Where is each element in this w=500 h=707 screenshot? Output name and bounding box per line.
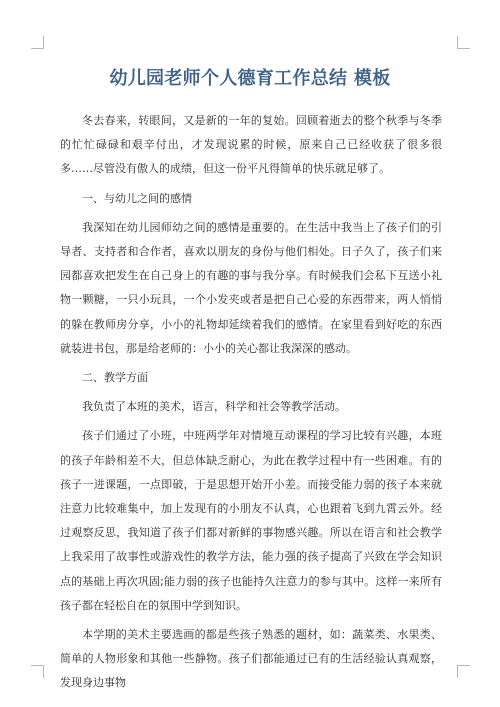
crop-mark-bottom-right <box>457 665 470 678</box>
crop-mark-bottom-left <box>31 665 44 678</box>
section-heading-1: 一、与幼儿之间的感情 <box>82 191 192 205</box>
document-body <box>60 109 442 696</box>
intro-paragraph: 冬去春来，转眼间，又是新的一年的复始。回顾着逝去的整个秋季与冬季的忙忙碌碌和艰辛付出，才发现说累的时候，原来自己已经收获了很多很多……尽管没有傲人的成绩，但这一份平凡得简单的快乐就足够了。 <box>60 114 442 176</box>
crop-mark-top-right <box>457 36 470 49</box>
section-2-paragraph-2: 孩子们通过了小班，中班两学年对情境互动课程的学习比较有兴趣，本班的孩子年龄相差不大，但总体缺乏耐心，为此在教学过程中有一些困难。有的孩子一进课题，一点即破，于是思想开始开小差。而接受能力弱的孩子本来就注意力比较难集中，加上发现有的小朋友不认真，心也跟着飞到九霄云外。经过观察反思，我知道了孩子们都对新鲜的事物感兴趣。所以在语言和社会教学上我采用了故事性或游戏性的教学方法，能力强的孩子提高了兴致在学会知识点的基础上再次巩固;能力弱的孩子也能持久注意力的参与其中。这样一来所有孩子都在轻松自在的氛围中学到知识。 <box>60 429 442 612</box>
section-heading-2: 二、教学方面 <box>82 371 148 385</box>
section-1-paragraph: 我深知在幼儿园师幼之间的感情是重要的。在生活中我当上了孩子们的引导者、支持者和合作者，喜欢以朋友的身份与他们相处。日子久了，孩子们来园都喜欢把发生在自己身上的有趣的事与我分享。有时候我们会私下互送小礼物一颗糖，一只小玩具，一个小发夹或者是把自己心爱的东西带来，两人悄悄的躲在教师房分享，小小的礼物却延续着我们的感情。在家里看到好吃的东西就装进书包，那是给老师的：小小的关心都让我深深的感动。 <box>60 220 442 355</box>
section-2-paragraph-3: 本学期的美术主要选画的都是些孩子熟悉的题材，如：蔬菜类、水果类、简单的人物形象和其他一些静物。孩子们都能通过已有的生活经验认真观察，发现身边事物 <box>60 628 442 690</box>
crop-mark-top-left <box>31 36 44 49</box>
section-2-paragraph-1: 我负责了本班的美术，语言，科学和社会等教学活动。 <box>82 400 346 414</box>
document-title: 幼儿园老师个人德育工作总结 模板 <box>109 68 391 89</box>
